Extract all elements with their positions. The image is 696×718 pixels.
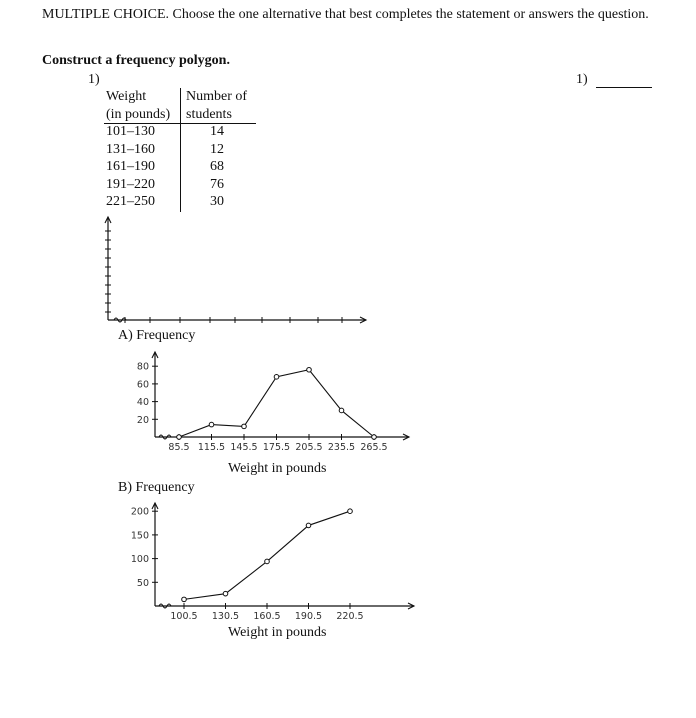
option-b-chart-y-tick-label: 150 (130, 530, 149, 542)
option-a-chart-x-tick-label: 115.5 (197, 442, 226, 453)
question-number: 1) (88, 72, 100, 87)
instructions: MULTIPLE CHOICE. Choose the one alternative that best completes the statement or answers the question. (42, 7, 649, 22)
table-row-range: 101–130 (106, 124, 155, 139)
option-b-chart-data-point (306, 523, 311, 528)
option-a-chart-data-point (339, 408, 344, 413)
option-a-chart-data-point (177, 435, 182, 440)
option-a-chart-x-tick-label: 85.5 (168, 442, 190, 453)
table-header-weight-unit: (in pounds) (106, 106, 171, 122)
question-heading: Construct a frequency polygon. (42, 53, 230, 68)
table-row-count: 76 (210, 176, 224, 192)
table-row-count: 30 (210, 194, 224, 209)
option-b-chart-x-tick-label: 100.5 (170, 611, 198, 622)
table-row-count: 12 (210, 141, 224, 157)
table-row-count: 68 (210, 159, 224, 174)
option-b-chart-x-tick-label: 130.5 (211, 611, 240, 622)
option-b-chart-series-line (184, 511, 350, 599)
option-b-chart-data-point (265, 559, 270, 564)
option-a-chart-data-point (242, 424, 247, 429)
option-a-chart-x-tick-label: 235.5 (327, 442, 356, 453)
option-a-chart-y-tick-label: 40 (136, 397, 149, 409)
option-b-chart-x-tick-label: 220.5 (336, 611, 364, 622)
table-row-range: 161–190 (106, 159, 155, 174)
option-a-chart-x-tick-label: 265.5 (360, 442, 388, 453)
option-b-chart-y-tick-label: 200 (130, 506, 149, 518)
option-b-chart-y-tick-label: 100 (130, 554, 149, 566)
table-row-range: 221–250 (106, 194, 155, 209)
option-a-chart-data-point (372, 435, 377, 440)
option-a-chart-x-tick-label: 175.5 (262, 442, 291, 453)
option-b-label[interactable]: B) Frequency (118, 480, 195, 495)
option-b-chart-x-tick-label: 160.5 (253, 611, 281, 622)
option-a-chart-y-tick-label: 60 (136, 379, 149, 391)
option-a-chart-x-tick-label: 205.5 (295, 442, 323, 453)
option-b-chart-data-point (223, 591, 228, 596)
table-row-range: 131–160 (106, 141, 155, 157)
table-header-weight: Weight (106, 89, 147, 104)
table-header-count-unit: students (186, 106, 232, 122)
option-a-chart-y-tick-label: 20 (136, 414, 149, 426)
option-b-chart-data-point (348, 509, 353, 514)
option-a-chart-data-point (209, 422, 214, 427)
option-a-chart-data-point (274, 375, 279, 380)
option-a-label[interactable]: A) Frequency (118, 328, 196, 343)
option-b-chart-data-point (182, 597, 187, 602)
option-a-xlabel: Weight in pounds (228, 461, 327, 476)
table-header-count: Number of (186, 89, 248, 104)
option-a-chart-series-line (179, 370, 374, 437)
table-row-range: 191–220 (106, 176, 155, 192)
answer-number: 1) (576, 72, 588, 87)
option-b-chart-x-tick-label: 190.5 (294, 611, 323, 622)
option-b-chart-y-tick-label: 50 (136, 577, 149, 589)
option-a-chart-x-tick-label: 145.5 (230, 442, 258, 453)
option-a-chart-y-tick-label: 80 (136, 361, 149, 373)
table-row-count: 14 (210, 124, 224, 139)
option-b-xlabel: Weight in pounds (228, 625, 327, 640)
option-a-chart-data-point (307, 367, 312, 372)
